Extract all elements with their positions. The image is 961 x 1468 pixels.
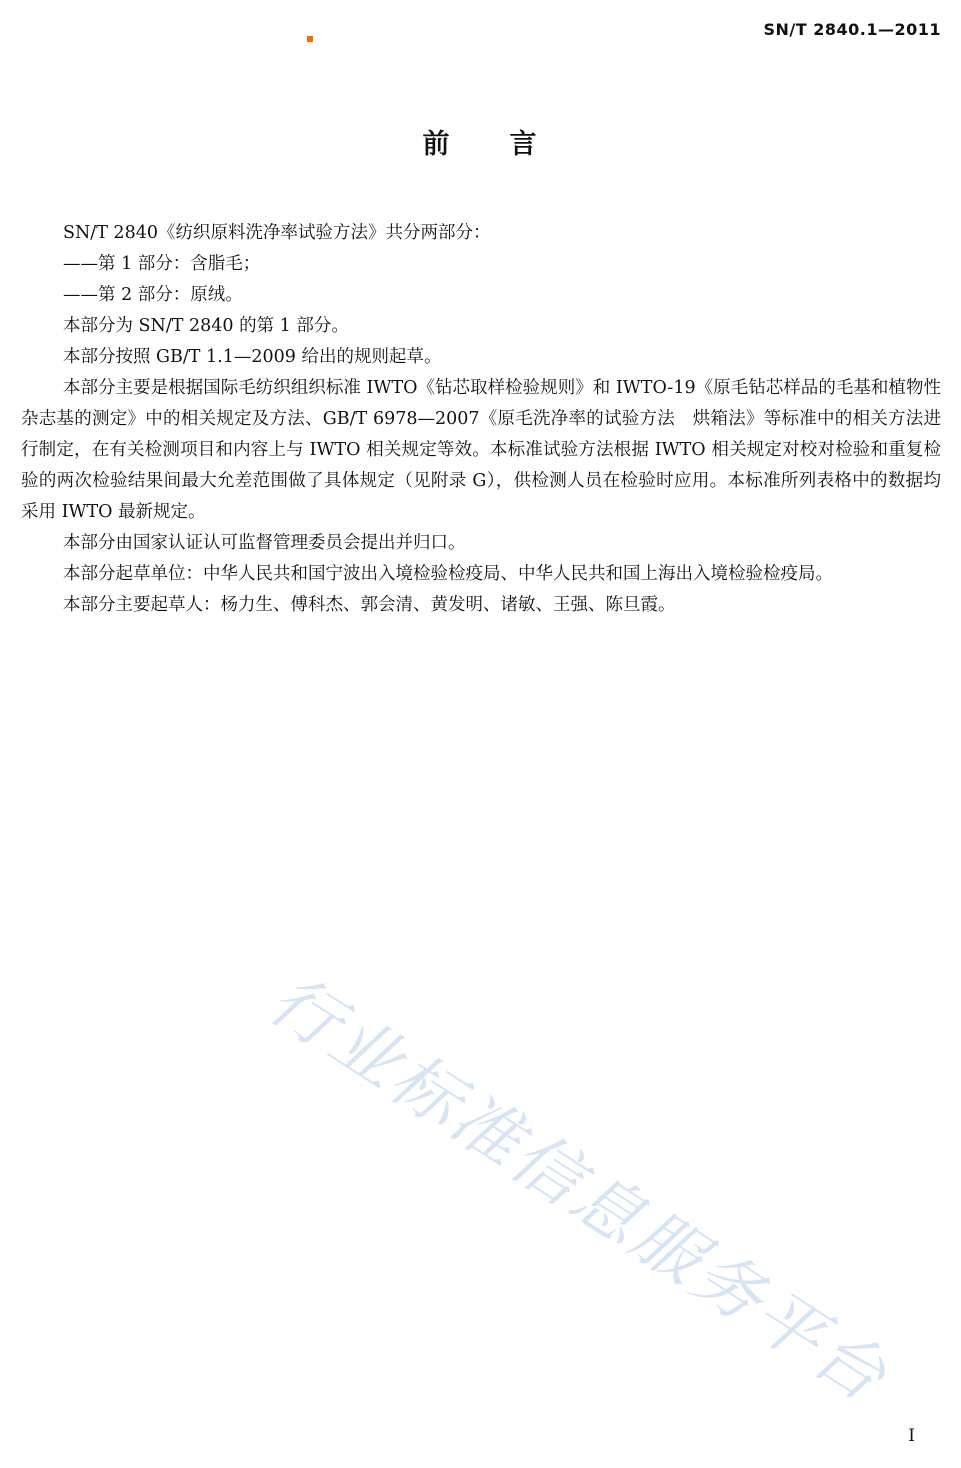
paragraph: 本部分由国家认证认可监督管理委员会提出并归口。 <box>63 533 466 553</box>
paragraph: 本部分主要是根据国际毛纺织组织标准 IWTO《钻芯取样检验规则》和 IWTO-19《原毛钻芯样品的毛基和植物性杂志基的测定》中的相关规定及方法、GB/T 6978—2007《原毛洗净率的试验方法 烘箱法》等标准中的相关方法进行制定，在有关检测项目和内容上与 IWTO 相关规定等效。本标准试验方法根据 IWTO 相关规定对校对检验和重复检验的两次检验结果间最大允差范围做了具体规定（见附录 G），供检测人员在检验时应用。本标准所列表格中的数据均采用 IWTO 最新规定。 <box>21 378 941 522</box>
paragraph: ——第 1 部分：含脂毛； <box>63 254 261 274</box>
paragraph: 本部分为 SN/T 2840 的第 1 部分。 <box>63 316 349 336</box>
paragraph: 本部分主要起草人：杨力生、傅科杰、郭会清、黄发明、诸敏、王强、陈旦霞。 <box>63 595 676 615</box>
paragraph: 本部分按照 GB/T 1.1—2009 给出的规则起草。 <box>63 347 442 367</box>
paragraph: 本部分起草单位：中华人民共和国宁波出入境检验检疫局、中华人民共和国上海出入境检验检疫局。 <box>63 564 833 584</box>
orange-mark <box>307 36 313 42</box>
paragraph: ——第 2 部分：原绒。 <box>63 285 243 305</box>
watermark: 行业标准信息服务平台 <box>255 960 903 1419</box>
paragraph: SN/T 2840《纺织原料洗净率试验方法》共分两部分： <box>63 223 491 243</box>
page-number: I <box>908 1426 915 1446</box>
foreword-body <box>21 218 941 621</box>
standard-code: SN/T 2840.1—2011 <box>763 20 941 39</box>
page-title: 前 言 <box>422 129 539 160</box>
